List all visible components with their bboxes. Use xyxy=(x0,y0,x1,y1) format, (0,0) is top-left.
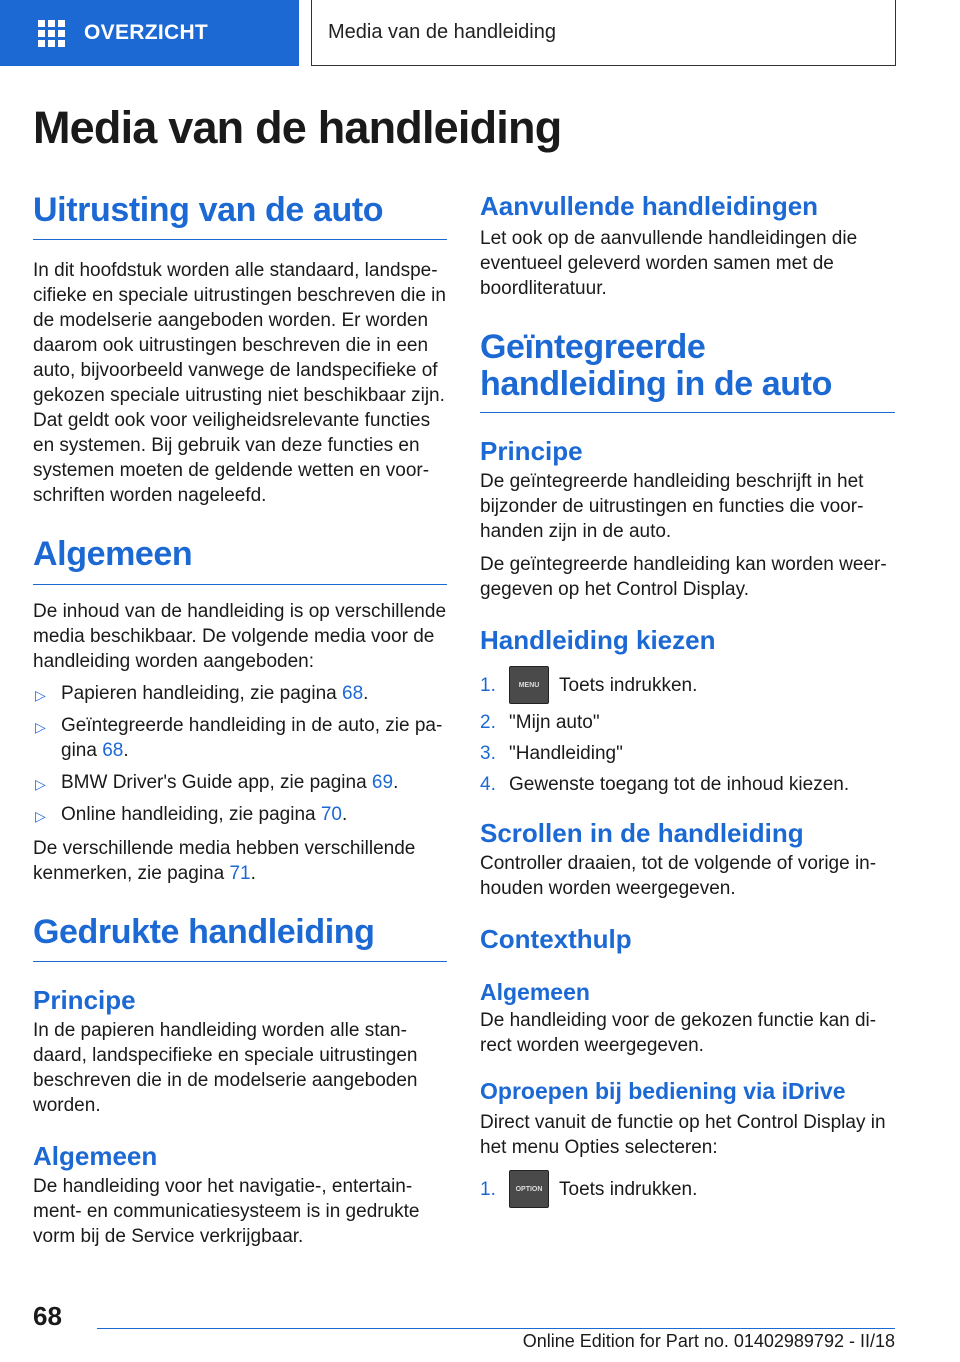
page-link[interactable]: 70 xyxy=(320,803,342,825)
menu-button-icon: MENU xyxy=(509,666,549,704)
subsection-title-algemeen-gedrukt: Algemeen xyxy=(33,1141,158,1172)
header xyxy=(0,0,960,66)
section-title-geintegreerd: Geïntegreerde handleiding in de auto xyxy=(480,329,895,413)
subsection-text-principe-1: De geïntegreerde handleiding beschrijft in het bijzonder de uitrustingen en functies die voorhanden zijn in de auto. xyxy=(480,471,864,543)
triangle-bullet-icon: ▷ xyxy=(35,686,46,703)
step-text: "Handleiding" xyxy=(509,743,623,765)
page-number: 68 xyxy=(33,1301,62,1331)
section-text-algemeen: De inhoud van de handleiding is op verschillende media beschikbaar. De volgende media voor de handleiding worden aangeboden: xyxy=(33,600,447,672)
subsection-title-principe-gedrukt: Principe xyxy=(33,985,136,1016)
step-item xyxy=(480,666,895,704)
step-number: 1. xyxy=(480,674,496,696)
option-button-icon: OPTION xyxy=(509,1170,549,1208)
media-item-end: . xyxy=(123,739,129,761)
oproepen-steps xyxy=(480,1170,895,1208)
chapter-tab-label: Media van de handleiding xyxy=(328,21,556,43)
chapter-tab[interactable] xyxy=(311,0,896,66)
media-list-item xyxy=(33,802,447,827)
page-link[interactable]: 69 xyxy=(371,771,394,793)
subsection-text-algemeen-gedrukt: De handleiding voor het navigatie-, entertainment- en communicatiesysteem is in gedrukte vorm bij de Service verkrijgbaar. xyxy=(33,1175,420,1247)
media-item-end: . xyxy=(363,682,369,704)
subsection-title-scrollen: Scrollen in de handleiding xyxy=(480,818,804,849)
triangle-bullet-icon: ▷ xyxy=(35,775,46,792)
media-item-text: Online handleiding, zie pagina xyxy=(61,803,321,825)
page-link[interactable]: 68 xyxy=(102,739,124,761)
media-list-item xyxy=(33,713,447,763)
step-text: Toets indrukken. xyxy=(559,1178,698,1200)
footer-divider xyxy=(97,1328,895,1329)
media-item-text: BMW Driver's Guide app, zie pagina xyxy=(61,771,372,793)
step-item xyxy=(480,1170,895,1208)
section-title-uitrusting: Uitrusting van de auto xyxy=(33,192,447,240)
page-link-71[interactable]: 71 xyxy=(229,862,251,884)
media-item-text: Geïntegreerde handleiding in de auto, zie pagina xyxy=(61,714,443,761)
grid-menu-icon xyxy=(38,20,65,47)
footer-text: Online Edition for Part no. 01402989792 - II/18 xyxy=(522,1331,895,1351)
step-text: "Mijn auto" xyxy=(509,712,600,734)
page-title: Media van de handleiding xyxy=(33,102,562,153)
triangle-bullet-icon: ▷ xyxy=(35,718,46,735)
right-column xyxy=(480,192,895,1208)
overview-button[interactable] xyxy=(0,0,299,66)
section-outro-algemeen xyxy=(33,836,447,886)
step-text: Gewenste toegang tot de inhoud kiezen. xyxy=(509,774,850,796)
page-link[interactable]: 68 xyxy=(342,682,364,704)
step-number: 2. xyxy=(480,712,496,734)
step-item xyxy=(480,710,895,735)
subsection-title-principe: Principe xyxy=(480,436,583,467)
subsubsection-title-oproepen: Oproepen bij bediening via iDrive xyxy=(480,1078,846,1105)
triangle-bullet-icon: ▷ xyxy=(35,807,46,824)
subsection-text-scrollen: Controller draaien, tot de volgende of vorige inhouden worden weergegeven. xyxy=(480,853,877,899)
step-number: 4. xyxy=(480,774,496,796)
section-text-uitrusting: In dit hoofdstuk worden alle standaard, landspecifieke en speciale uitrustingen beschreven die in de modelserie aangeboden worden. Er worden daarom ook uitrustingen beschreven die in een auto, bijvoorbeeld vanwege de landspecifieke of gekozen speciale uitrusting niet beschikbaar zijn. Dat geldt ook voor veiligheidsrelevante functies en systemen. Bij gebruik van deze functies en systemen moeten de geldende wetten en voorschriften worden nageleefd. xyxy=(33,260,446,507)
subsection-title-contexthulp: Contexthulp xyxy=(480,924,632,954)
step-number: 3. xyxy=(480,743,496,765)
subsection-text-aanvullend: Let ook op de aanvullende handleidingen die eventueel geleverd worden samen met de boordliteratuur. xyxy=(480,227,858,299)
section-title-algemeen: Algemeen xyxy=(33,536,447,584)
subsubsection-text-algemeen: De handleiding voor de gekozen functie kan direct worden weergegeven. xyxy=(480,1010,877,1057)
step-item xyxy=(480,741,895,766)
step-number: 1. xyxy=(480,1178,496,1200)
subsection-title-aanvullend: Aanvullende handleidingen xyxy=(480,191,819,221)
media-item-end: . xyxy=(393,771,399,793)
subsubsection-title-algemeen: Algemeen xyxy=(480,978,590,1005)
media-list xyxy=(33,681,447,827)
overview-label: OVERZICHT xyxy=(84,21,209,44)
media-item-end: . xyxy=(342,803,348,825)
subsection-text-principe-gedrukt: In de papieren handleiding worden alle standaard, landspecifieke en speciale uitrustingen beschreven die in de modelserie aangeboden worden. xyxy=(33,1020,418,1117)
subsection-text-principe-2: De geïntegreerde handleiding kan worden weergegeven op het Control Display. xyxy=(480,554,887,601)
kiezen-steps xyxy=(480,666,895,797)
outro-end: . xyxy=(250,862,256,884)
left-column xyxy=(33,192,447,1249)
media-list-item xyxy=(33,770,447,795)
section-title-gedrukte: Gedrukte handleiding xyxy=(33,914,447,962)
media-list-item xyxy=(33,681,447,706)
subsection-title-kiezen: Handleiding kiezen xyxy=(480,625,716,656)
outro-text: De verschillende media hebben verschillende kenmerken, zie pagina xyxy=(33,837,416,884)
step-text: Toets indrukken. xyxy=(559,674,698,696)
media-item-text: Papieren handleiding, zie pagina xyxy=(61,682,342,704)
step-item xyxy=(480,772,895,797)
subsubsection-text-oproepen: Direct vanuit de functie op het Control Display in het menu Opties selecteren: xyxy=(480,1112,886,1159)
